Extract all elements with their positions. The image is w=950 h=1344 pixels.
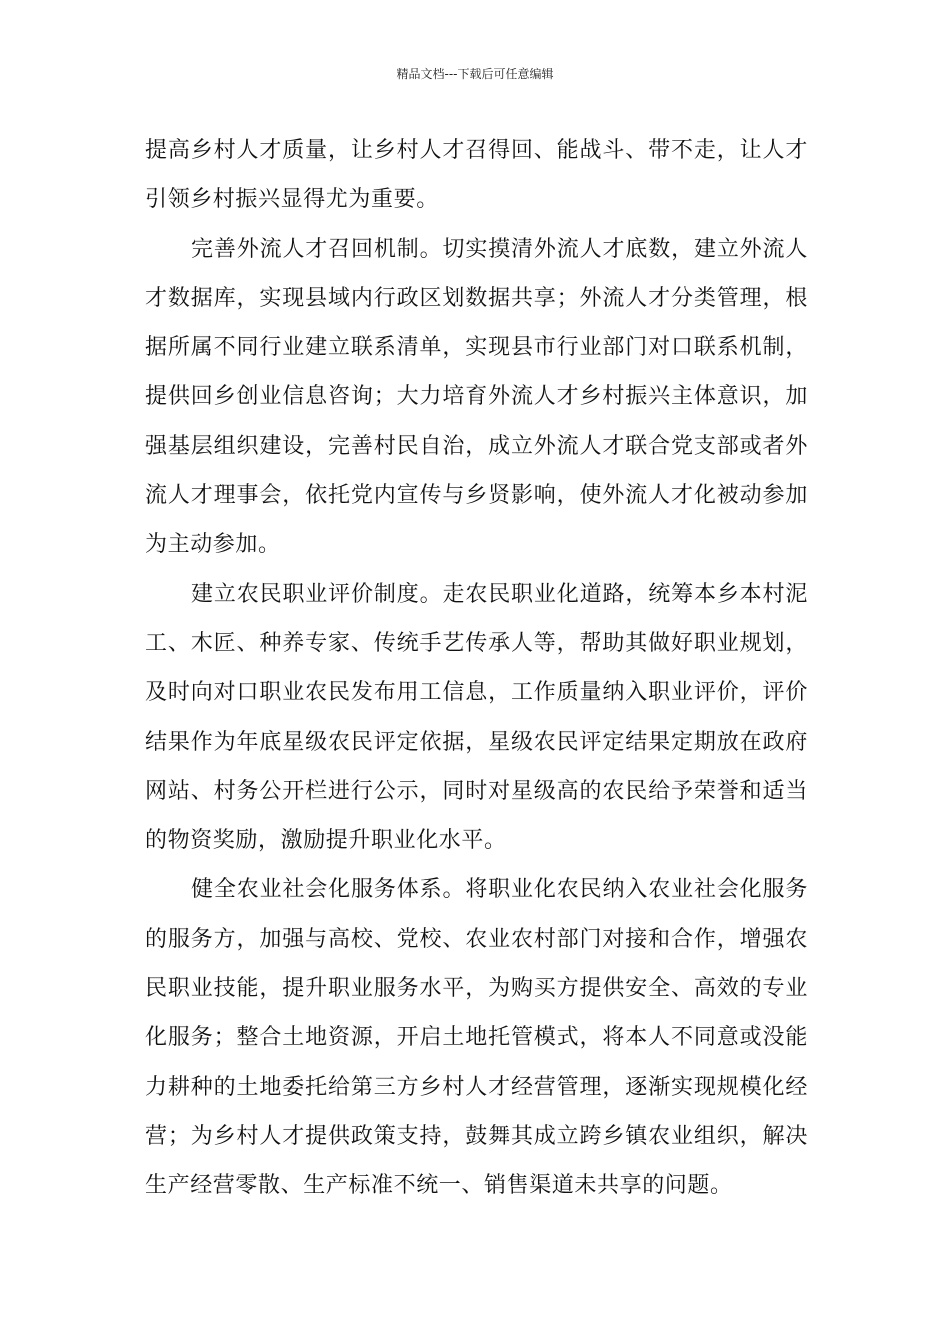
paragraph-farmer-evaluation: 建立农民职业评价制度。走农民职业化道路，统筹本乡本村泥工、木匠、种养专家、传统手艺传承人等，帮助其做好职业规划，及时向对口职业农民发布用工信息，工作质量纳入职业评价，评价结果作为年底星级农民评定依据，星级农民评定结果定期放在政府网站、村务公开栏进行公示，同时对星级高的农民给予荣誉和适当的物资奖励，激励提升职业化水平。 <box>145 581 808 854</box>
paragraph-agri-service-system: 健全农业社会化服务体系。将职业化农民纳入农业社会化服务的服务方，加强与高校、党校、农业农村部门对接和合作，增强农民职业技能，提升职业服务水平，为购买方提供安全、高效的专业化服务；整合土地资源，开启土地托管模式，将本人不同意或没能力耕种的土地委托给第三方乡村人才经营管理，逐渐实现规模化经营；为乡村人才提供政策支持，鼓舞其成立跨乡镇农业组织，解决生产经营零散、生产标准不统一、销售渠道未共享的问题。 <box>145 877 808 1199</box>
page-header: 精品文档---下载后可任意编辑 <box>396 67 554 81</box>
paragraph-continuation: 提高乡村人才质量，让乡村人才召得回、能战斗、带不走，让人才引领乡村振兴显得尤为重要。 <box>145 138 808 213</box>
paragraph-talent-recall: 完善外流人才召回机制。切实摸清外流人才底数，建立外流人才数据库，实现县域内行政区划数据共享；外流人才分类管理，根据所属不同行业建立联系清单，实现县市行业部门对口联系机制，提供回乡创业信息咨询；大力培育外流人才乡村振兴主体意识，加强基层组织建设，完善村民自治，成立外流人才联合党支部或者外流人才理事会，依托党内宣传与乡贤影响，使外流人才化被动参加为主动参加。 <box>145 236 808 558</box>
document-body <box>145 126 808 1211</box>
